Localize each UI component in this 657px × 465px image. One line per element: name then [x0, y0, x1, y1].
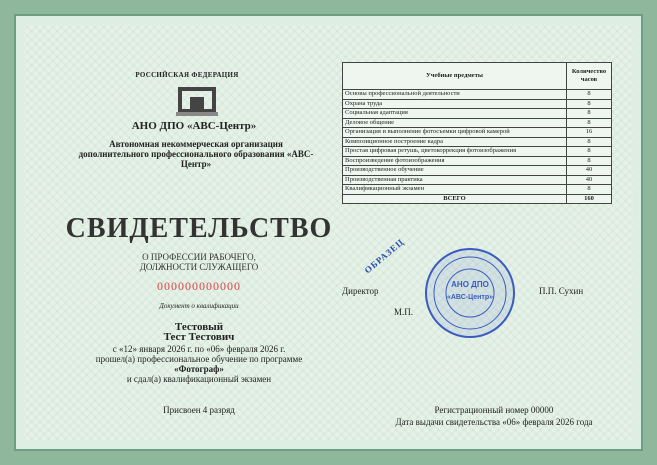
subject-name: Социальная адаптация [343, 109, 567, 119]
table-row [343, 118, 612, 128]
subject-name: Организация и выполнение фотосъемки цифровой камерой [343, 128, 567, 138]
org-logo-icon [174, 86, 220, 118]
document-caption: Документ о квалификации [159, 302, 239, 310]
training-statement: прошел(а) профессиональное обучение по программе [95, 354, 303, 364]
table-row [343, 147, 612, 157]
sample-watermark: ОБРАЗЕЦ [362, 236, 406, 276]
country-label: РОССИЙСКАЯ ФЕДЕРАЦИЯ [135, 71, 239, 79]
table-row [343, 185, 612, 195]
seal-place-label: М.П. [394, 307, 414, 317]
director-label: Директор [342, 286, 379, 296]
subject-hours: 8 [567, 99, 612, 109]
subject-hours: 8 [567, 147, 612, 157]
subject-name: Производственное обучение [343, 166, 567, 176]
subject-name: Производственная практика [343, 175, 567, 185]
subjects-table [342, 62, 612, 204]
subject-name: Деловое общение [343, 118, 567, 128]
certificate-paper [24, 24, 633, 441]
issue-date: Дата выдачи свидетельства «06» февраля 2026 года [395, 417, 593, 427]
total-label: ВСЕГО [343, 194, 567, 204]
subject-hours: 8 [567, 109, 612, 119]
table-row [343, 137, 612, 147]
official-seal [422, 245, 518, 341]
table-row [343, 156, 612, 166]
org-description: Автономная некоммерческая организация дополнительного профессионального образования «АВС-Центр» [78, 139, 314, 169]
table-row [343, 128, 612, 138]
svg-text:АНО ДПО: АНО ДПО [451, 280, 489, 289]
table-row [343, 90, 612, 100]
subject-hours: 8 [567, 156, 612, 166]
subject-name: Основы профессиональной деятельности [343, 90, 567, 100]
subject-name: Воспроизведение фотоизображения [343, 156, 567, 166]
subject-name: Квалификационный экзамен [343, 185, 567, 195]
document-number: 000000000000 [157, 279, 241, 293]
svg-text:«АВС-Центр»: «АВС-Центр» [446, 294, 494, 301]
org-name: АНО ДПО «АВС-Центр» [131, 120, 257, 132]
table-row [343, 166, 612, 176]
subject-name: Охрана труда [343, 99, 567, 109]
training-period: с «12» января 2026 г. по «06» февраля 2026 г. [112, 344, 286, 354]
table-row [343, 99, 612, 109]
subject-hours: 8 [567, 90, 612, 100]
program-name: «Фотограф» [174, 364, 224, 374]
hours-header: Количество часов [567, 63, 612, 90]
holder-name: Тест Тестович [163, 331, 235, 343]
total-row [343, 194, 612, 204]
rank-statement: Присвоен 4 разряд [163, 405, 235, 415]
director-name: П.П. Сухин [539, 286, 584, 296]
subject-hours: 40 [567, 175, 612, 185]
subject-name: Композиционное построение кадра [343, 137, 567, 147]
subject-hours: 40 [567, 166, 612, 176]
subject-hours: 16 [567, 128, 612, 138]
table-row [343, 175, 612, 185]
subjects-body [343, 90, 612, 195]
document-subtitle: О ПРОФЕССИИ РАБОЧЕГО, ДОЛЖНОСТИ СЛУЖАЩЕГО [139, 252, 259, 272]
subjects-header: Учебные предметы [343, 63, 567, 90]
subject-name: Простая цифровая ретушь, цветокоррекция фотоизображения [343, 147, 567, 157]
subject-hours: 8 [567, 137, 612, 147]
document-title: СВИДЕТЕЛЬСТВО [65, 213, 333, 244]
registration-number: Регистрационный номер 00000 [434, 405, 554, 415]
subject-hours: 8 [567, 118, 612, 128]
table-row [343, 109, 612, 119]
holder-surname: Тестовый [174, 321, 224, 333]
subject-hours: 8 [567, 185, 612, 195]
total-hours: 160 [567, 194, 612, 204]
exam-statement: и сдал(а) квалификационный экзамен [126, 374, 272, 384]
